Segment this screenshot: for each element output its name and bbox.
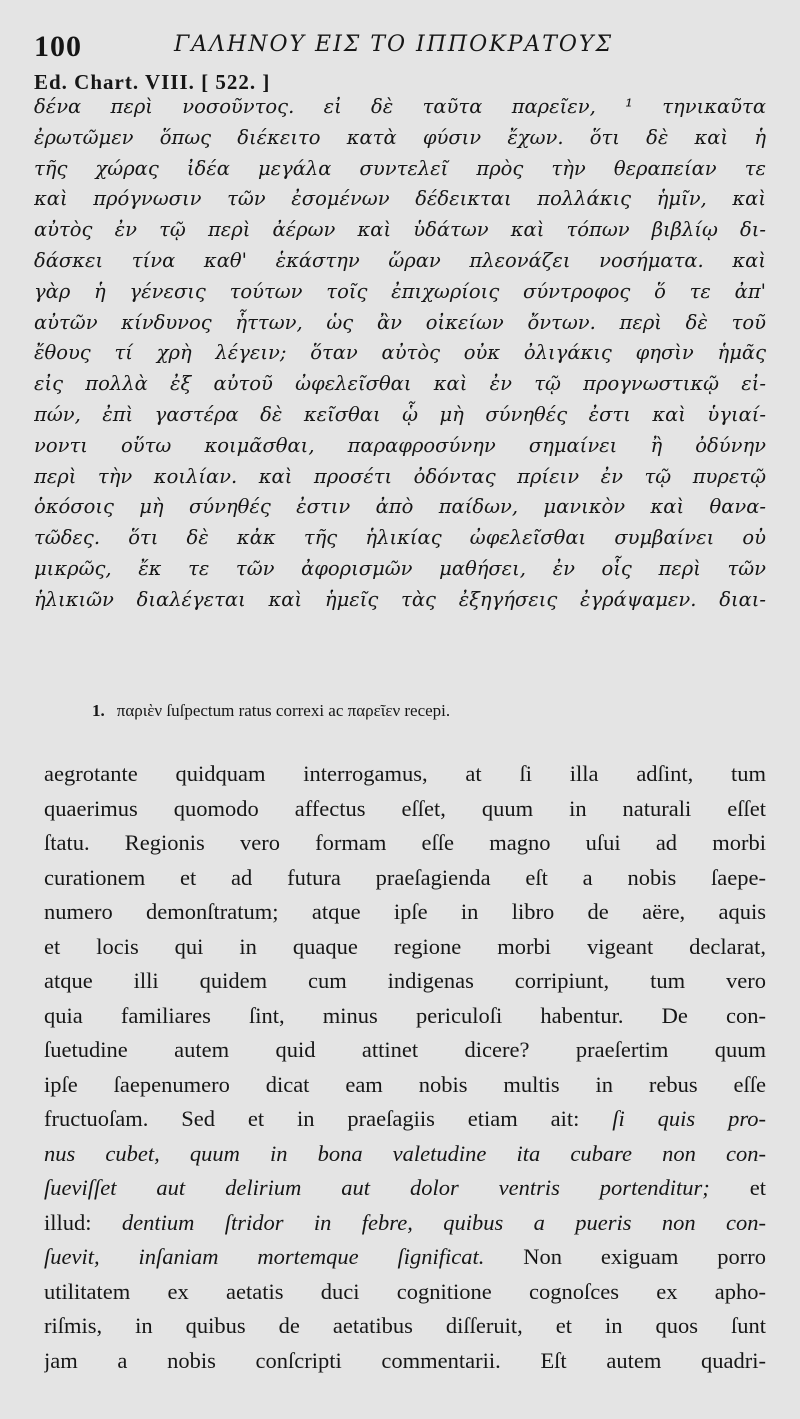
italic-quotation: ſi quis pro-: [612, 1106, 766, 1131]
latin-text-block: [44, 757, 766, 1378]
text-segment: aegrotante quidquam interrogamus, at ſi illa adſint, tum: [44, 761, 766, 786]
latin-text-line: [44, 792, 766, 827]
text-segment: curationem et ad futura praeſagienda eſt a nobis ſaepe-: [44, 864, 766, 890]
latin-text-line: [44, 1344, 766, 1379]
greek-text-line: γὰρ ἡ γένεσις τούτων τοῖς ἐπιχωρίοις σύντροφος ὅ τε ἀπ': [34, 279, 766, 303]
latin-text-line: [44, 1068, 766, 1103]
latin-text-line: [44, 1275, 766, 1310]
greek-text-line: ὁκόσοις μὴ σύνηθές ἐστιν ἀπὸ παίδων, μανικὸν καὶ θανα-: [34, 495, 766, 519]
italic-quotation: dentium ſtridor in febre, quibus a pueris non con-: [121, 1209, 766, 1235]
text-segment: atque illi quidem cum indigenas corripiunt, tum vero: [44, 968, 766, 993]
latin-text-line: [44, 757, 766, 792]
greek-text-line: αὐτῶν κίνδυνος ἧττων, ὡς ἂν οἰκείων ὄντων. περὶ δὲ τοῦ: [34, 310, 766, 334]
greek-text-line: νοντι οὕτω κοιμᾶσθαι, παραφροσύνην σημαίνει ἢ ὀδύνην: [34, 433, 766, 457]
edition-reference: Ed. Chart. VIII. [ 522. ]: [34, 70, 271, 94]
text-segment: quia familiares ſint, minus periculoſi habentur. De con-: [44, 1002, 766, 1028]
greek-text-line: πών, ἐπὶ γαστέρα δὲ κεῖσθαι ᾧ μὴ σύνηθές ἐστι καὶ ὑγιαί-: [34, 402, 766, 426]
text-segment: numero demonſtratum; atque ipſe in libro de aëre, aquis: [44, 899, 766, 924]
latin-text-line: [44, 1137, 766, 1172]
greek-text-block: [34, 92, 766, 616]
latin-text-line: [44, 1240, 766, 1275]
footnote-marker: 1.: [92, 701, 105, 720]
latin-text-line: [44, 826, 766, 861]
text-segment: et locis qui in quaque regione morbi vigeant declarat,: [44, 933, 766, 959]
greek-text-line: εἰς πολλὰ ἐξ αὐτοῦ ὠφελεῖσθαι καὶ ἐν τῷ προγνωστικῷ εἰ-: [34, 372, 766, 396]
latin-text-line: [44, 895, 766, 930]
latin-text-line: [44, 999, 766, 1034]
text-segment: illud:: [44, 1209, 122, 1235]
greek-text-line: περὶ τὴν κοιλίαν. καὶ προσέτι ὀδόντας πρίειν ἐν τῷ πυρετῷ: [34, 464, 766, 488]
greek-text-line: ἐρωτῶμεν ὅπως διέκειτο κατὰ φύσιν ἔχων. ὅτι δὲ καὶ ἡ: [34, 125, 766, 149]
greek-text-line: δάσκει τίνα καθ' ἑκάστην ὥραν πλεονάζει νοσήματα. καὶ: [34, 248, 766, 272]
greek-text-line: τῆς χώρας ἰδέα μεγάλα συντελεῖ πρὸς τὴν θεραπείαν τε: [34, 156, 766, 180]
greek-text-line: τῶδες. ὅτι δὲ κἀκ τῆς ἡλικίας ὠφελεῖσθαι συμβαίνει οὐ: [34, 526, 766, 550]
italic-quotation: ſueviſſet aut delirium aut dolor ventris portenditur;: [44, 1175, 710, 1200]
latin-text-line: [44, 861, 766, 896]
text-segment: et: [709, 1175, 766, 1200]
page-number: 100: [34, 30, 82, 63]
greek-text-line: αὐτὸς ἐν τῷ περὶ ἀέρων καὶ ὑδάτων καὶ τόπων βιβλίῳ δι-: [34, 218, 766, 242]
italic-quotation: ſuevit, inſaniam mortemque ſignificat.: [44, 1244, 485, 1269]
greek-text-line: καὶ πρόγνωσιν τῶν ἐσομένων δέδεικται πολλάκις ἡμῖν, καὶ: [34, 187, 766, 211]
latin-text-line: [44, 1102, 766, 1137]
greek-text-line: ἡλικιῶν διαλέγεται καὶ ἡμεῖς τὰς ἐξηγήσεις ἐγράψαμεν. διαι-: [34, 587, 766, 611]
latin-text-line: [44, 964, 766, 999]
text-segment: Non exiguam porro: [484, 1244, 766, 1269]
page-header: [34, 30, 774, 70]
text-segment: ſuetudine autem quid attinet dicere? praeſertim quum: [44, 1037, 766, 1062]
text-segment: jam a nobis conſcripti commentarii. Eſt autem quadri-: [44, 1347, 766, 1373]
text-segment: utilitatem ex aetatis duci cognitione cognoſces ex apho-: [44, 1278, 766, 1304]
latin-text-line: [44, 1309, 766, 1344]
latin-text-line: [44, 1033, 766, 1068]
italic-quotation: nus cubet, quum in bona valetudine ita cubare non con-: [44, 1140, 766, 1166]
text-segment: riſmis, in quibus de aetatibus diſſeruit, et in quos ſunt: [44, 1313, 766, 1338]
footnote-text: παριὲν ſuſpectum ratus correxi ac παρεῖεν recepi.: [116, 701, 451, 720]
text-segment: fructuoſam. Sed et in praeſagiis etiam ait:: [44, 1106, 613, 1131]
greek-text-line: μικρῶς, ἔκ τε τῶν ἀφορισμῶν μαθήσει, ἐν οἷς περὶ τῶν: [34, 556, 766, 580]
text-segment: ſtatu. Regionis vero formam eſſe magno uſui ad morbi: [44, 830, 766, 855]
latin-text-line: [44, 1171, 766, 1206]
greek-text-line: δένα περὶ νοσοῦντος. εἰ δὲ ταῦτα παρεῖεν, ¹ τηνικαῦτα: [34, 95, 766, 118]
text-segment: ipſe ſaepenumero dicat eam nobis multis in rebus eſſe: [44, 1071, 766, 1097]
greek-text-line: ἔθους τί χρὴ λέγειν; ὅταν αὐτὸς οὐκ ὀλιγάκις φησὶν ἡμᾶς: [34, 341, 766, 365]
text-segment: quaerimus quomodo affectus eſſet, quum in naturali eſſet: [44, 795, 766, 821]
footnote: [92, 701, 772, 721]
latin-text-line: [44, 1206, 766, 1241]
running-title: ΓΑΛΗΝΟΥ ΕΙΣ ΤΟ ΙΠΠΟΚΡΑΤΟΥΣ: [174, 32, 614, 57]
latin-text-line: [44, 930, 766, 965]
